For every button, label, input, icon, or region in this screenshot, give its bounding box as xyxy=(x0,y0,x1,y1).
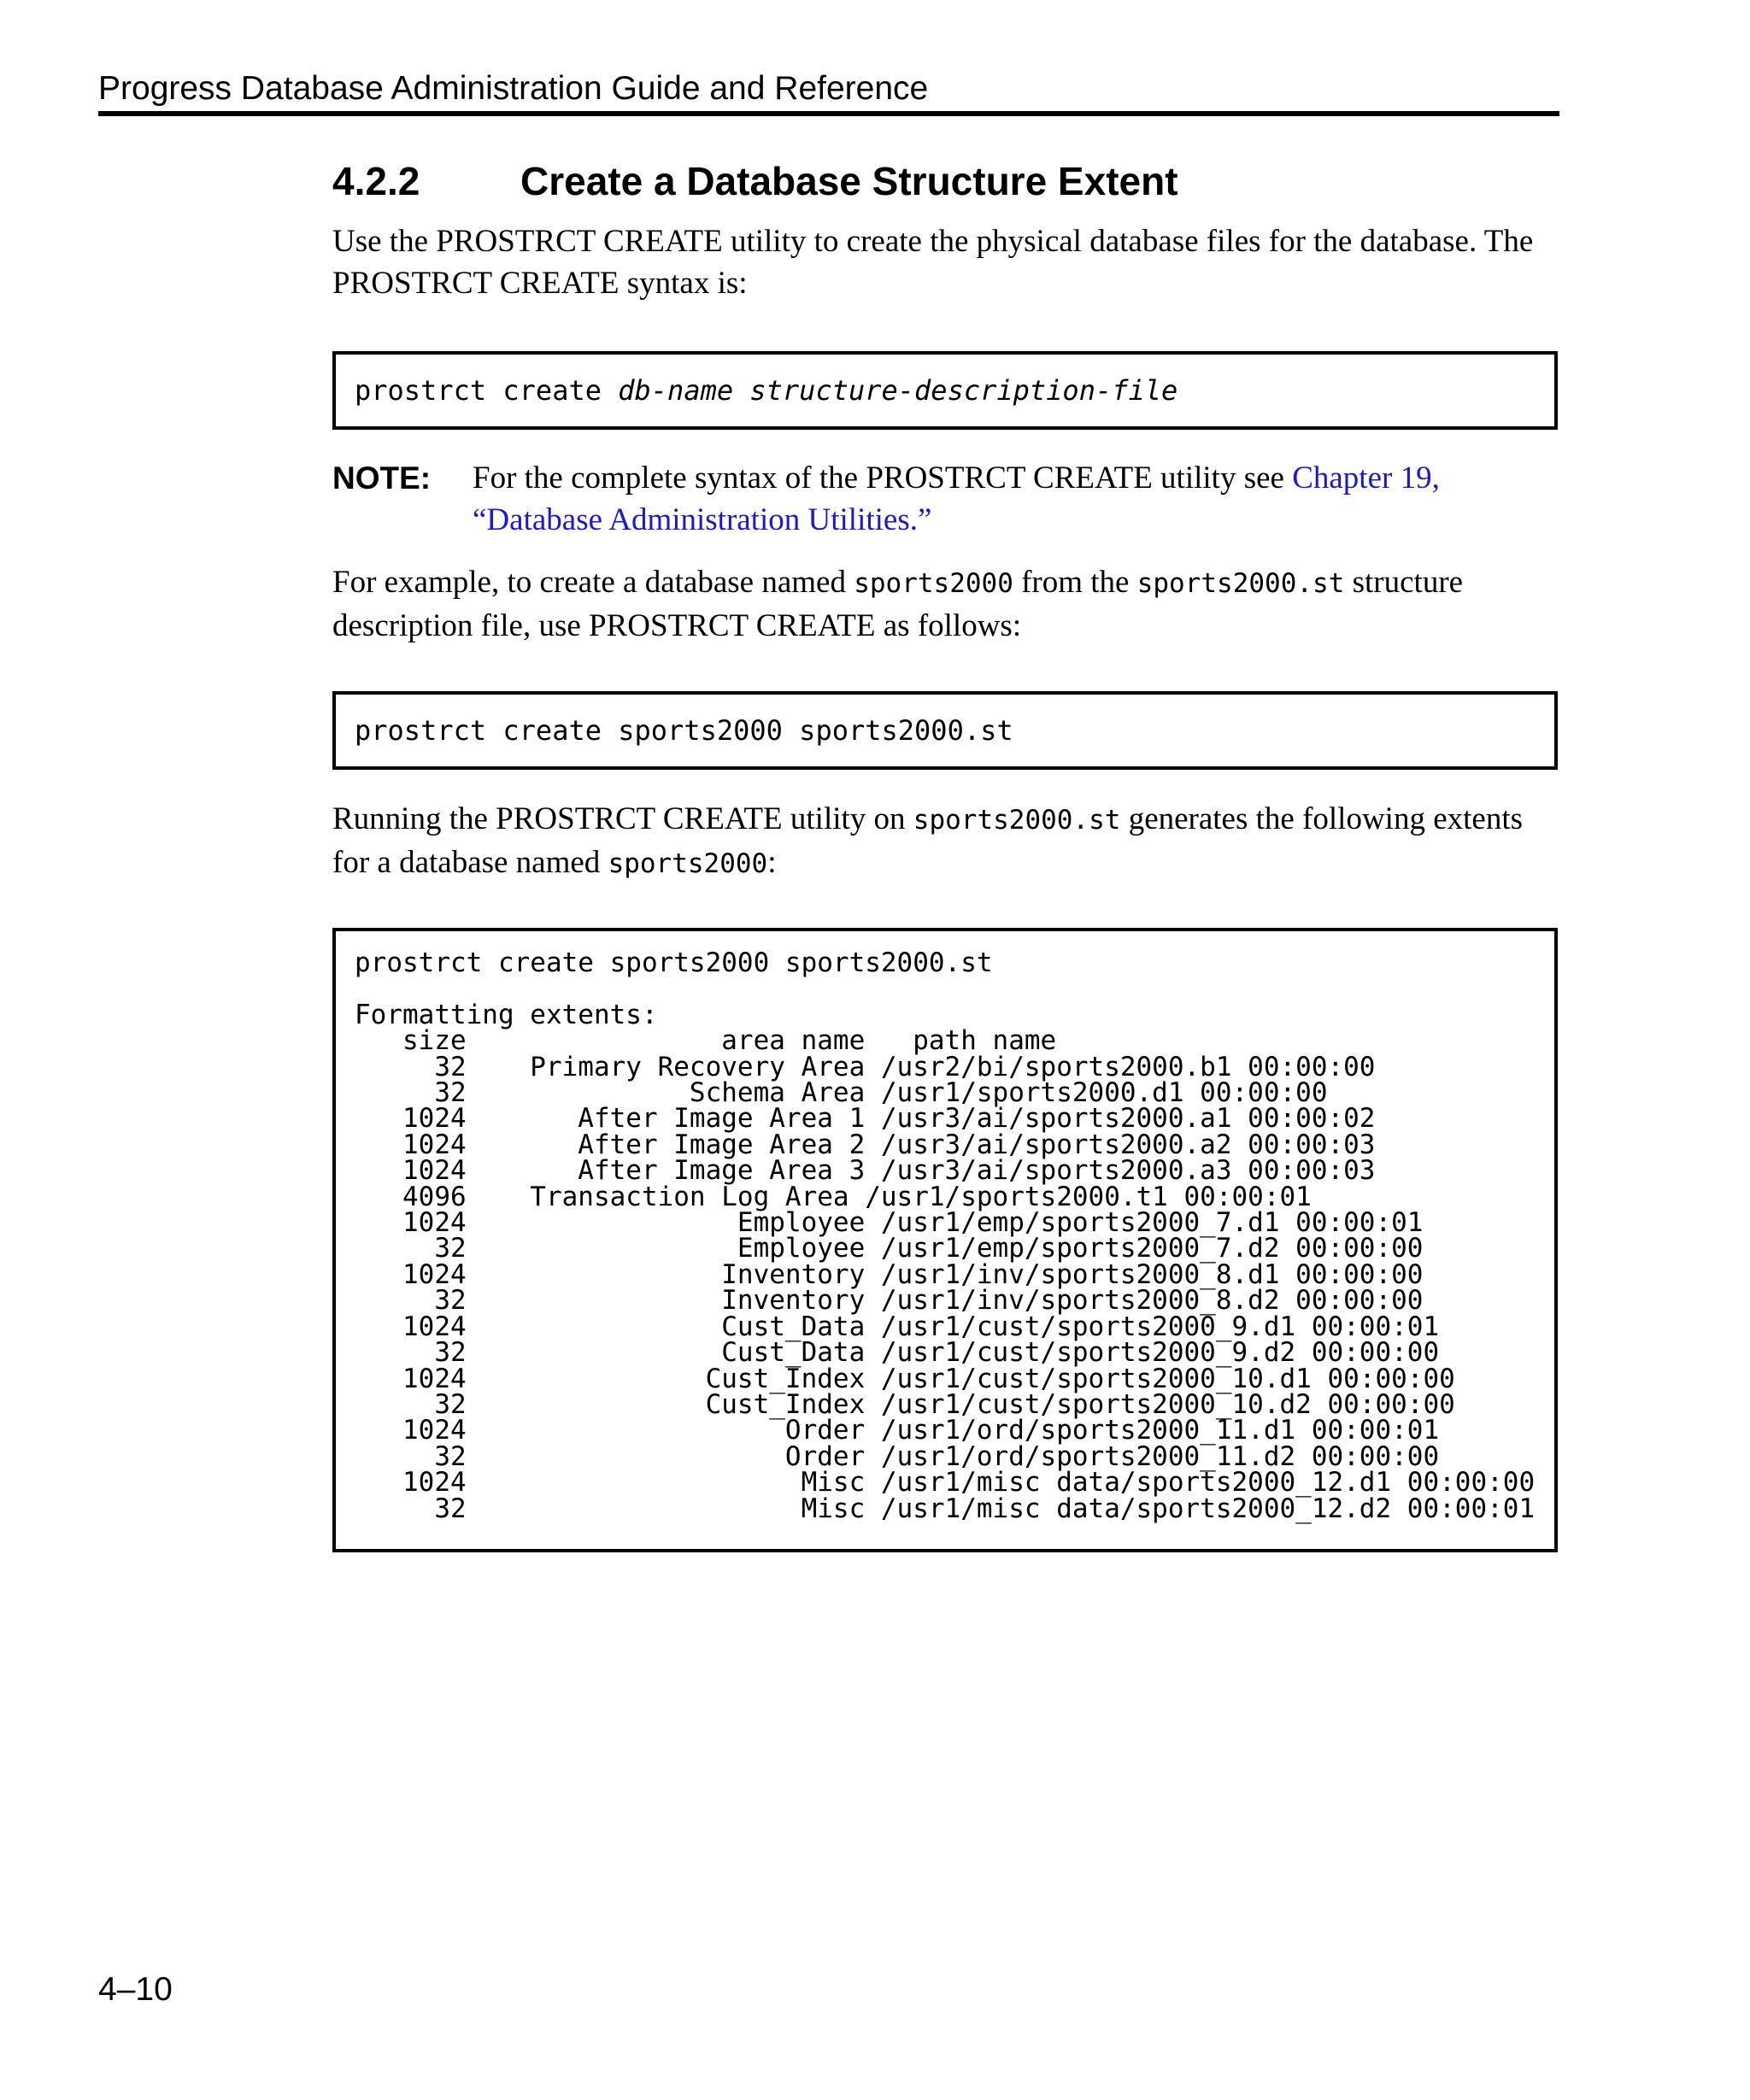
extent-row: 1024 Employee /usr1/emp/sports2000_7.d1 00:00:01 xyxy=(402,1207,1424,1239)
note-label: NOTE: xyxy=(332,460,432,496)
extent-row: 32 Inventory /usr1/inv/sports2000_8.d2 00:00:00 xyxy=(434,1285,1424,1317)
extent-row: 1024 After Image Area 2 /usr3/ai/sports2000.a2 00:00:03 xyxy=(402,1129,1376,1160)
extents-output xyxy=(355,947,1536,1524)
inline-code-structure-file: sports2000.st xyxy=(913,805,1121,836)
chapter-19-link[interactable]: Chapter 19, “Database Administration Utilities.” xyxy=(473,460,1440,537)
example-code-box xyxy=(332,691,1558,770)
extent-row: 1024 Misc /usr1/misc data/sports2000_12.d1 00:00:00 xyxy=(402,1467,1536,1499)
note-text: For the complete syntax of the PROSTRCT CREATE utility see Chapter 19, “Database Administration Utilities.” xyxy=(473,460,1440,537)
extents-table-header: size area name path name xyxy=(355,1025,1057,1057)
section-number: 4.2.2 xyxy=(332,159,420,203)
output-code-box xyxy=(332,928,1558,1552)
extent-row: 1024 After Image Area 3 /usr3/ai/sports2000.a3 00:00:03 xyxy=(402,1155,1376,1187)
extent-row: 32 Employee /usr1/emp/sports2000_7.d2 00:00:00 xyxy=(434,1233,1424,1264)
example-code-line: prostrct create sports2000 sports2000.st xyxy=(355,714,1013,747)
extent-row: 32 Cust_Data /usr1/cust/sports2000_9.d2 00:00:00 xyxy=(434,1337,1440,1369)
extent-row: 32 Primary Recovery Area /usr2/bi/sports2000.b1 00:00:00 xyxy=(434,1051,1376,1082)
extents-table-rows xyxy=(355,1052,1535,1524)
syntax-code-box xyxy=(332,351,1558,430)
syntax-command: prostrct create xyxy=(355,374,619,407)
inline-code-db-name: sports2000 xyxy=(854,568,1013,599)
page-number: 4–10 xyxy=(98,1971,173,2008)
extent-row: 32 Cust_Index /usr1/cust/sports2000_10.d2 00:00:00 xyxy=(434,1388,1455,1420)
extent-row: 32 Schema Area /usr1/sports2000.d1 00:00:00 xyxy=(434,1077,1328,1109)
extent-row: 1024 Cust_Index /usr1/cust/sports2000_10.d1 00:00:00 xyxy=(402,1363,1455,1394)
syntax-line xyxy=(355,373,1177,408)
header-rule xyxy=(98,111,1559,116)
running-paragraph: Running the PROSTRCT CREATE utility on sports2000.st generates the following extents for a database named sports2000: xyxy=(332,801,1524,880)
extent-row: 1024 Order /usr1/ord/sports2000_11.d1 00:00:01 xyxy=(402,1415,1440,1446)
section-heading xyxy=(332,157,1178,205)
extent-row: 4096 Transaction Log Area /usr1/sports2000.t1 00:00:01 xyxy=(402,1181,1312,1212)
example-paragraph: For example, to create a database named sports2000 from the sports2000.st structure description file, use PROSTRCT CREATE as follows: xyxy=(332,565,1464,643)
output-command-line: prostrct create sports2000 sports2000.st xyxy=(355,947,993,978)
syntax-arg-db-name: db-name xyxy=(618,374,734,407)
syntax-arg-structure-file: structure-description-file xyxy=(749,374,1178,407)
extent-row: 1024 After Image Area 1 /usr3/ai/sports2000.a1 00:00:02 xyxy=(402,1103,1376,1135)
extent-row: 1024 Cust_Data /usr1/cust/sports2000_9.d1 00:00:01 xyxy=(402,1311,1440,1342)
extent-row: 1024 Inventory /usr1/inv/sports2000_8.d1 00:00:00 xyxy=(402,1258,1424,1290)
inline-code-structure-file: sports2000.st xyxy=(1136,568,1345,599)
formatting-line: Formatting extents: xyxy=(355,999,658,1030)
section-title: Create a Database Structure Extent xyxy=(520,159,1178,203)
inline-code-db-name: sports2000 xyxy=(608,848,768,879)
running-header: Progress Database Administration Guide and Reference xyxy=(98,70,929,107)
extent-row: 32 Order /usr1/ord/sports2000_11.d2 00:00:00 xyxy=(434,1440,1440,1472)
intro-paragraph: Use the PROSTRCT CREATE utility to create the physical database files for the database. The PROSTRCT CREATE syntax is: xyxy=(332,224,1534,301)
extent-row: 32 Misc /usr1/misc data/sports2000_12.d2 00:00:01 xyxy=(355,1493,1536,1524)
